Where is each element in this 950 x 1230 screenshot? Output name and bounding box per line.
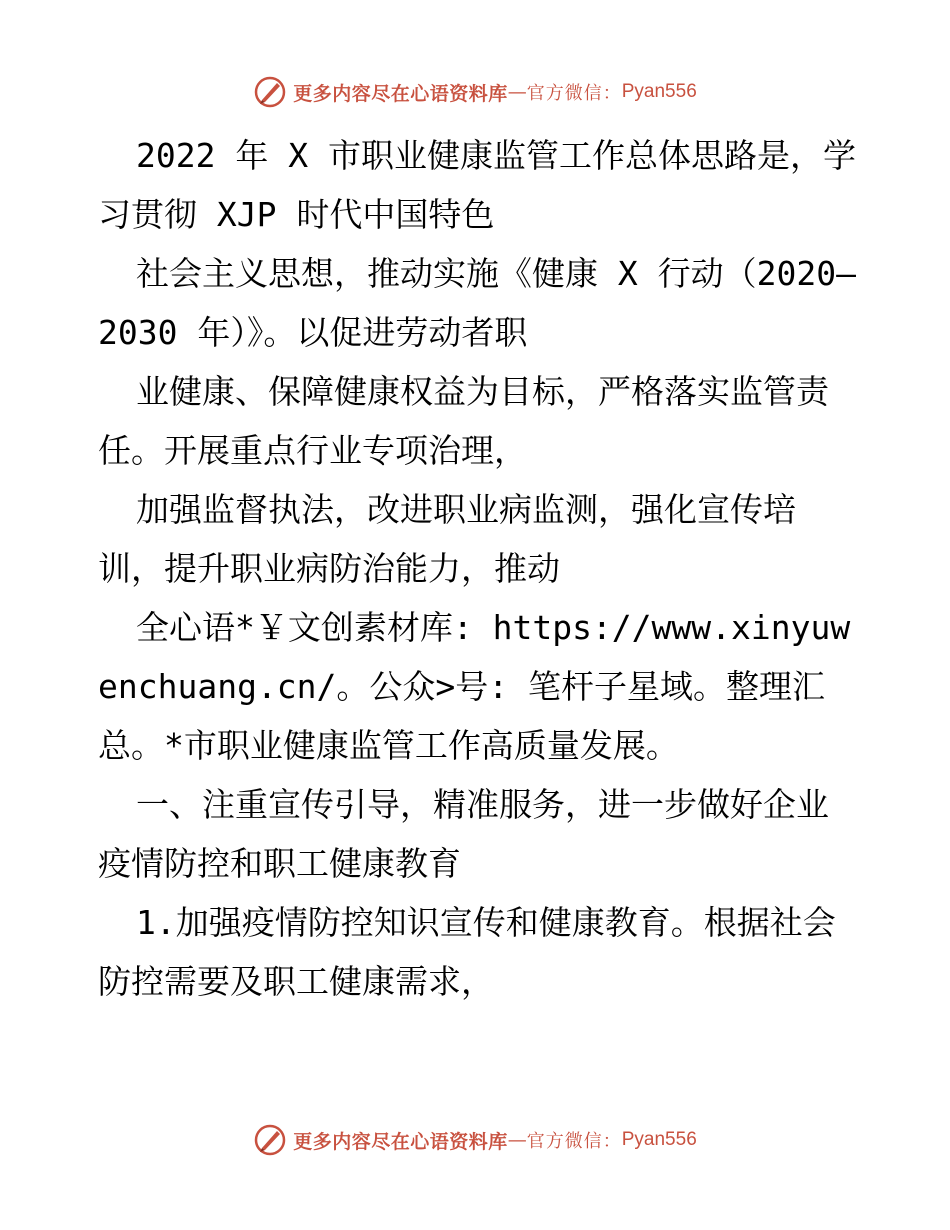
- banner-separator: —: [507, 1129, 527, 1151]
- quill-pen-logo-icon: [253, 1123, 287, 1157]
- banner-main-text: 更多内容尽在心语资料库: [293, 1130, 508, 1153]
- paragraph: 2022 年 X 市职业健康监管工作总体思路是，学习贯彻 XJP 时代中国特色: [98, 136, 856, 234]
- paragraph: 加强监督执法，改进职业病监测，强化宣传培训，提升职业病防治能力，推动: [98, 490, 796, 588]
- paragraph: 社会主义思想，推动实施《健康 X 行动（2020—2030 年）》。以促进劳动者职: [98, 254, 856, 352]
- banner-wechat-id: Pyan556: [621, 1129, 697, 1150]
- header-banner: [0, 72, 950, 112]
- quill-pen-logo-icon: [253, 75, 287, 109]
- banner-wechat-label: 官方微信：: [526, 83, 622, 104]
- paragraph: 业健康、保障健康权益为目标，严格落实监管责任。开展重点行业专项治理，: [98, 372, 829, 470]
- document-body: [98, 126, 858, 1011]
- banner-separator: —: [507, 81, 527, 103]
- paragraph: 1.加强疫情防控知识宣传和健康教育。根据社会防控需要及职工健康需求，: [98, 903, 836, 1001]
- banner-main-text: 更多内容尽在心语资料库: [293, 82, 508, 105]
- banner-wechat-id: Pyan556: [621, 81, 697, 102]
- section-heading: 一、注重宣传引导，精准服务，进一步做好企业疫情防控和职工健康教育: [98, 785, 829, 883]
- banner-wechat-label: 官方微信：: [526, 1131, 622, 1152]
- paragraph: 全心语*￥文创素材库: https://www.xinyuwenchuang.cn/。公众>号: 笔杆子星域。整理汇总。*市职业健康监管工作高质量发展。: [98, 608, 851, 765]
- footer-banner: [0, 1120, 950, 1160]
